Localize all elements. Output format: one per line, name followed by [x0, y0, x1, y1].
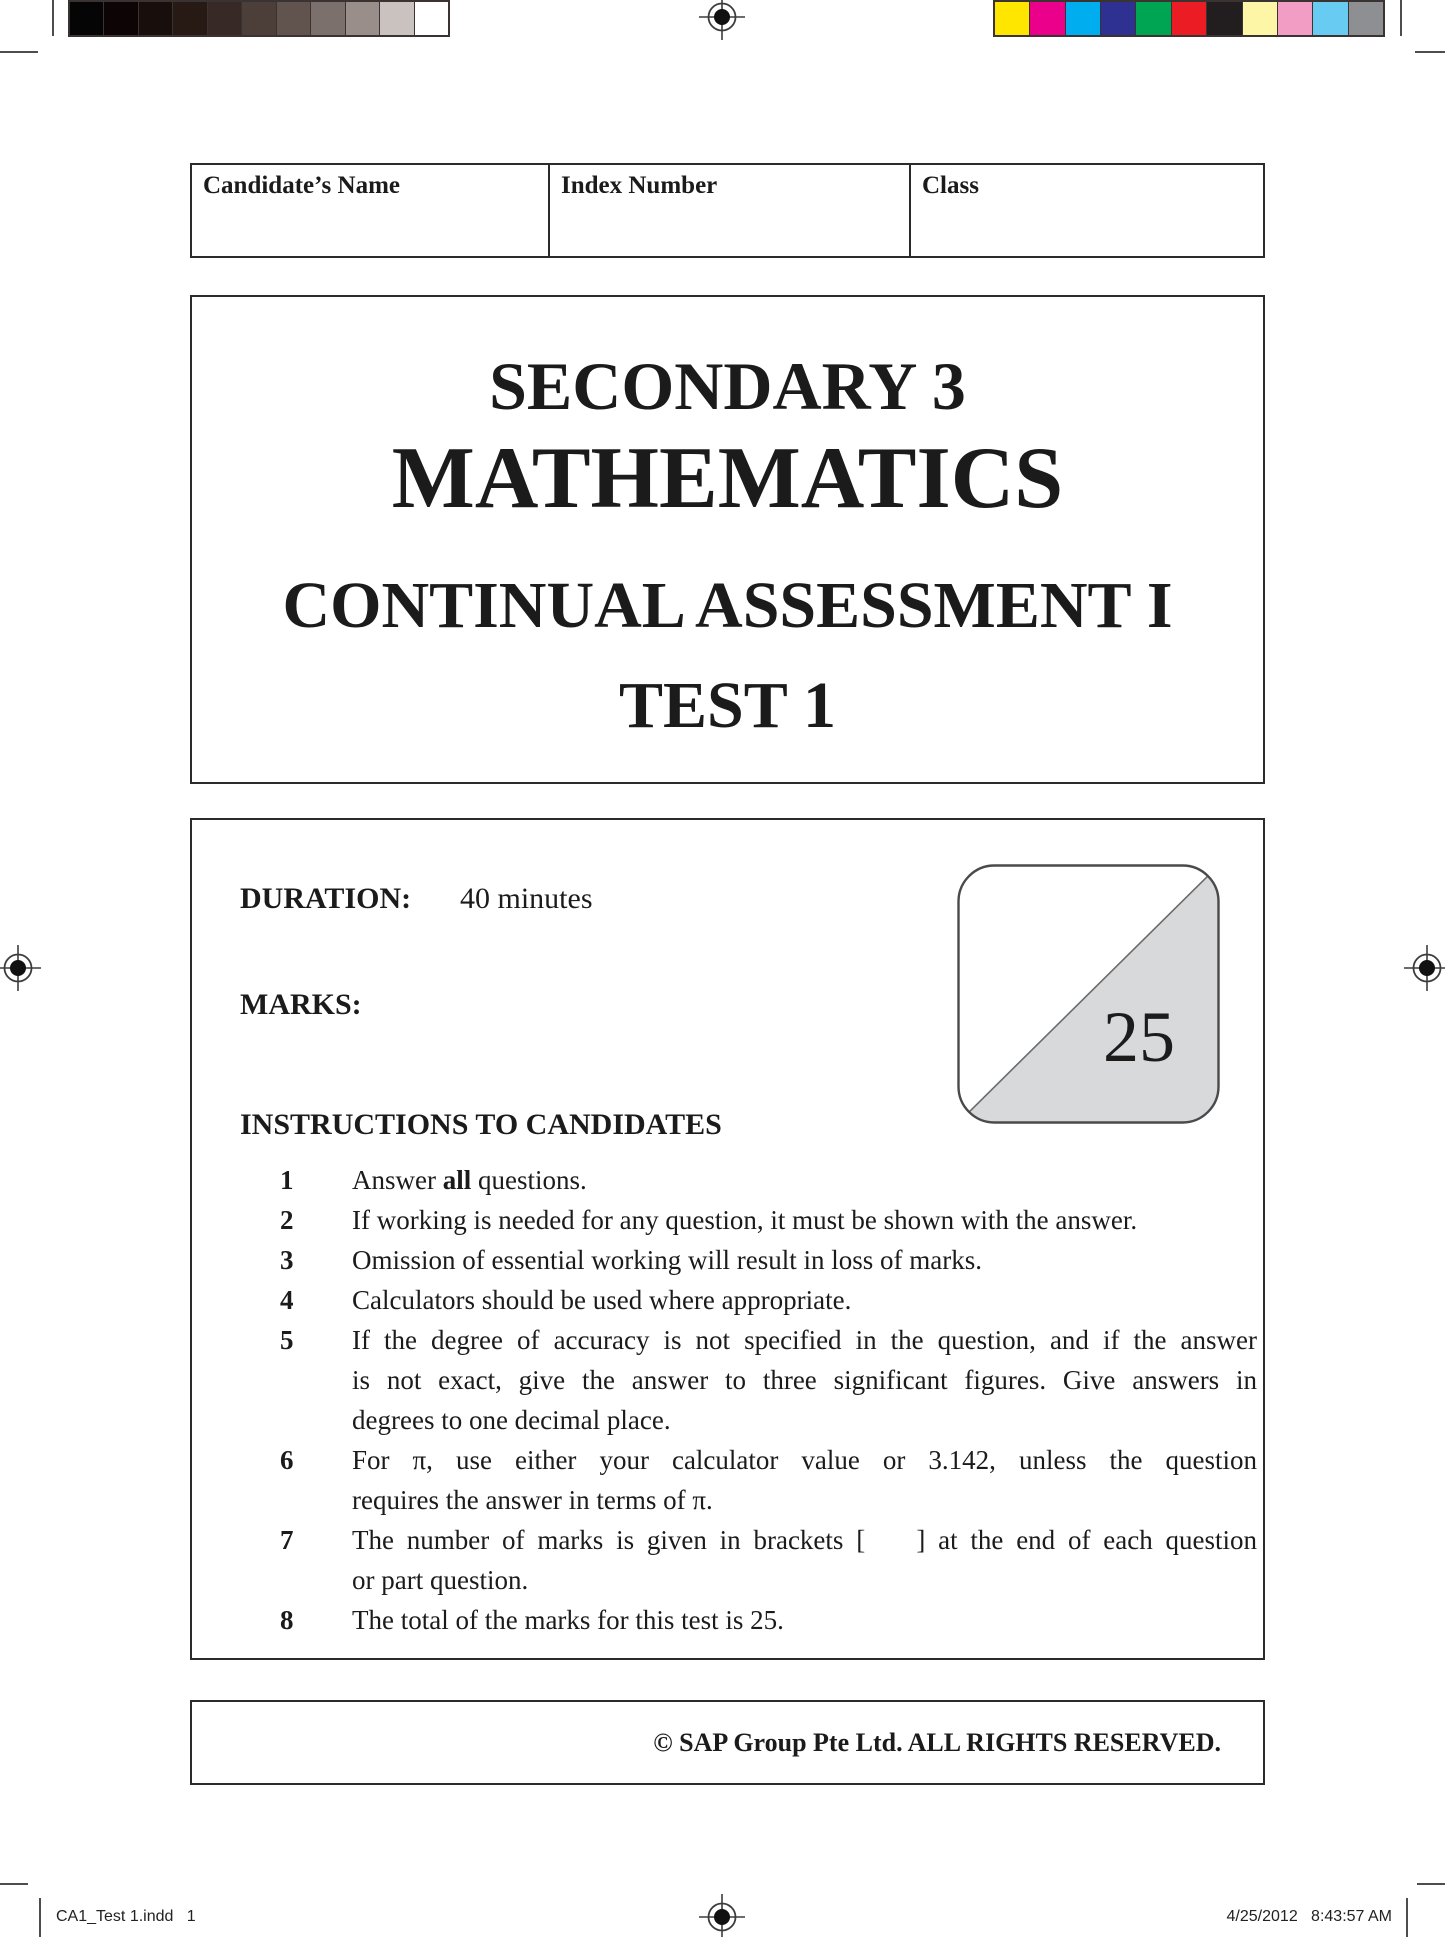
- calibration-swatch: [242, 2, 276, 35]
- calibration-swatch: [380, 2, 414, 35]
- crop-mark-bottom-left-v: [39, 1898, 41, 1937]
- crop-mark-top-right-h: [1415, 51, 1445, 53]
- grayscale-calibration-strip: [68, 0, 450, 37]
- instruction-number: 1: [280, 1165, 294, 1195]
- footer-timestamp: 4/25/2012 8:43:57 AM: [1226, 1908, 1392, 1925]
- instruction-text: Omission of essential working will result in loss of marks.: [352, 1245, 982, 1275]
- candidate-info-table: [190, 163, 1265, 258]
- title-test-number: TEST 1: [618, 669, 837, 742]
- instruction-number: 7: [280, 1525, 294, 1555]
- calibration-swatch: [1172, 2, 1207, 35]
- instructions-heading: INSTRUCTIONS TO CANDIDATES: [240, 1108, 722, 1141]
- calibration-swatch: [995, 2, 1030, 35]
- calibration-swatch: [1243, 2, 1278, 35]
- calibration-swatch: [104, 2, 138, 35]
- title-level: SECONDARY 3: [489, 348, 966, 424]
- calibration-swatch: [70, 2, 104, 35]
- instruction-item: [280, 1520, 1260, 1600]
- instruction-item: [280, 1440, 1260, 1520]
- crop-mark-top-right-v: [1400, 0, 1402, 36]
- registration-mark-top-icon: [699, 0, 745, 40]
- instruction-text: The total of the marks for this test is 25.: [352, 1605, 784, 1635]
- index-number-label: Index Number: [561, 172, 718, 199]
- calibration-swatch: [1207, 2, 1242, 35]
- calibration-swatch: [1313, 2, 1348, 35]
- instructions-list: [280, 1160, 1260, 1640]
- calibration-swatch: [1101, 2, 1136, 35]
- duration-value: 40 minutes: [460, 882, 593, 915]
- copyright-box: [190, 1700, 1265, 1785]
- instruction-item: [280, 1280, 1260, 1320]
- class-field: [909, 165, 1263, 256]
- calibration-swatch: [1136, 2, 1171, 35]
- registration-mark-right-icon: [1404, 945, 1445, 991]
- exam-title-box: [190, 295, 1265, 784]
- calibration-swatch: [277, 2, 311, 35]
- instruction-item: [280, 1320, 1260, 1440]
- total-marks-value: 25: [1103, 997, 1175, 1077]
- registration-mark-left-icon: [0, 945, 41, 991]
- instruction-number: 6: [280, 1445, 294, 1475]
- candidate-name-field: [192, 165, 548, 256]
- calibration-swatch: [1278, 2, 1313, 35]
- crop-mark-bottom-right-h: [1417, 1883, 1445, 1885]
- instruction-number: 5: [280, 1325, 294, 1355]
- instruction-text: Calculators should be used where appropriate.: [352, 1285, 852, 1315]
- instructions-box: [190, 818, 1265, 1660]
- calibration-swatch: [173, 2, 207, 35]
- instruction-item: [280, 1200, 1260, 1240]
- crop-mark-bottom-left-h: [0, 1883, 28, 1885]
- copyright-text: © SAP Group Pte Ltd. ALL RIGHTS RESERVED.: [653, 1727, 1221, 1757]
- instruction-text: If the degree of accuracy is not specified in the question, and if the answer is not exact, give the answer to three significant figures. Give answers in degrees to one decimal place.: [352, 1325, 1257, 1435]
- registration-mark-bottom-icon: [699, 1894, 745, 1937]
- marks-label: MARKS:: [240, 988, 362, 1021]
- calibration-swatch: [311, 2, 345, 35]
- footer-filename: CA1_Test 1.indd 1: [56, 1908, 196, 1925]
- crop-mark-bottom-right-v: [1406, 1898, 1408, 1937]
- duration-label: DURATION:: [240, 882, 412, 915]
- crop-mark-top-left-v: [52, 0, 54, 36]
- calibration-swatch: [139, 2, 173, 35]
- instruction-number: 4: [280, 1285, 294, 1315]
- instruction-text: If working is needed for any question, it must be shown with the answer.: [352, 1205, 1138, 1235]
- instruction-number: 3: [280, 1245, 294, 1275]
- calibration-swatch: [1066, 2, 1101, 35]
- instruction-item: [280, 1160, 1260, 1200]
- instruction-item: [280, 1240, 1260, 1280]
- instruction-text: The number of marks is given in brackets [ ] at the end of each question or part question.: [352, 1525, 1257, 1595]
- crop-mark-top-left-h: [0, 51, 38, 53]
- instruction-item: [280, 1600, 1260, 1640]
- instruction-text: For π, use either your calculator value or 3.142, unless the question requires the answer in terms of π.: [352, 1445, 1257, 1515]
- candidate-name-label: Candidate’s Name: [203, 172, 400, 199]
- calibration-swatch: [1349, 2, 1383, 35]
- calibration-swatch: [415, 2, 448, 35]
- instruction-text: Answer all questions.: [352, 1165, 587, 1195]
- index-number-field: [548, 165, 909, 256]
- calibration-swatch: [1030, 2, 1065, 35]
- instruction-number: 8: [280, 1605, 294, 1635]
- title-assessment: CONTINUAL ASSESSMENT I: [282, 569, 1173, 642]
- calibration-swatch: [208, 2, 242, 35]
- class-label: Class: [922, 172, 979, 199]
- calibration-swatch: [346, 2, 380, 35]
- color-calibration-strip: [993, 0, 1385, 37]
- total-marks-badge: [957, 864, 1220, 1124]
- instruction-number: 2: [280, 1205, 294, 1235]
- title-subject: MATHEMATICS: [391, 430, 1064, 527]
